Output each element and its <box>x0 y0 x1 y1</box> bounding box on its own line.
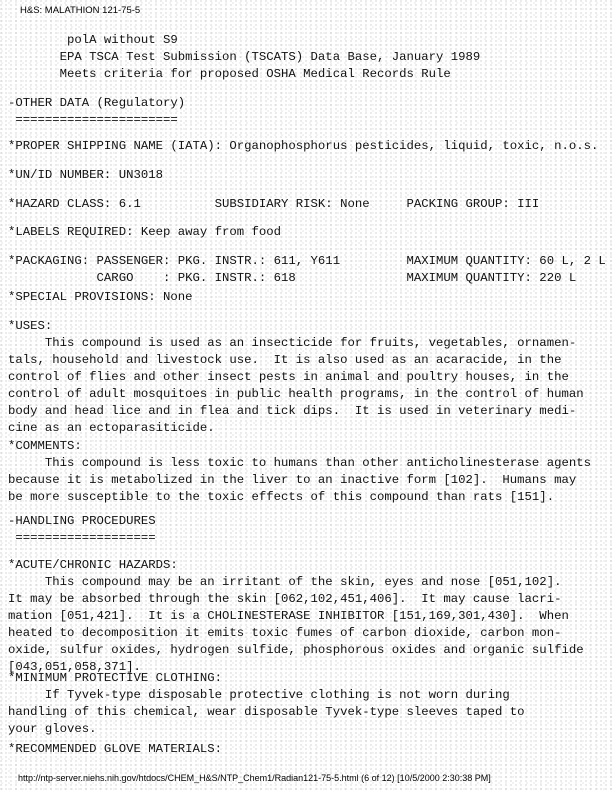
section-title: -OTHER DATA (Regulatory) <box>8 96 186 110</box>
paragraph-line: body and head lice and in flea and tick dips. It is used in veterinary medi- <box>8 404 577 418</box>
paragraph-line: oxide, sulfur oxides, hydrogen sulfide, phosphorous oxides and organic sulfide <box>8 643 584 657</box>
paragraph-line: handling of this chemical, wear disposable Tyvek-type sleeves taped to <box>8 705 525 719</box>
intro-block <box>8 32 480 83</box>
packaging <box>8 253 606 287</box>
protective-clothing-section <box>8 670 525 738</box>
page-header: H&S: MALATHION 121-75-5 <box>20 5 141 16</box>
section-title: *USES: <box>8 319 53 333</box>
page-footer-url: http://ntp-server.niehs.nih.gov/htdocs/CHEM_H&S/NTP_Chem1/Radian121-75-5.html (6 of 12) [10/5/2000 2:30:38 PM] <box>18 773 491 783</box>
paragraph-line: control of flies and other insect pests in animal and poultry houses, in the <box>8 370 569 384</box>
section-title: *ACUTE/CHRONIC HAZARDS: <box>8 558 178 572</box>
other-data-section <box>8 95 185 129</box>
intro-line: Meets criteria for proposed OSHA Medical Records Rule <box>8 67 451 81</box>
paragraph-line: tals, household and livestock use. It is also used as an acaracide, in the <box>8 353 562 367</box>
intro-line: EPA TSCA Test Submission (TSCATS) Data Base, January 1989 <box>8 50 481 64</box>
paragraph-line: This compound may be an irritant of the skin, eyes and nose [051,102]. <box>8 575 562 589</box>
special-provisions: *SPECIAL PROVISIONS: None <box>8 290 193 304</box>
paragraph-line: It may be absorbed through the skin [062,102,451,406]. It may cause lacri- <box>8 592 562 606</box>
section-underline: =================== <box>8 531 156 545</box>
hazard-class: *HAZARD CLASS: 6.1 SUBSIDIARY RISK: None PACKING GROUP: III <box>8 197 540 211</box>
section-underline: ====================== <box>8 113 178 127</box>
paragraph-line: your gloves. <box>8 722 97 736</box>
uses-section <box>8 318 584 437</box>
handling-section <box>8 513 156 547</box>
paragraph-line: [043,051,058,371]. <box>8 660 141 674</box>
intro-line: polA without S9 <box>8 33 178 47</box>
paragraph-line: be more susceptible to the toxic effects of this compound than rats [151]. <box>8 490 555 504</box>
paragraph-line: heated to decomposition it emits toxic fumes of carbon dioxide, carbon mon- <box>8 626 562 640</box>
paragraph-line: control of adult mosquitoes in public health programs, in the control of human <box>8 387 584 401</box>
paragraph-line: This compound is less toxic to humans than other anticholinesterase agents <box>8 456 591 470</box>
shipping-name: *PROPER SHIPPING NAME (IATA): Organophosphorus pesticides, liquid, toxic, n.o.s. <box>8 139 599 153</box>
un-id-number: *UN/ID NUMBER: UN3018 <box>8 168 163 182</box>
section-title: -HANDLING PROCEDURES <box>8 514 156 528</box>
section-title: *MINIMUM PROTECTIVE CLOTHING: <box>8 671 223 685</box>
comments-section <box>8 438 591 506</box>
acute-hazards-section <box>8 557 584 676</box>
paragraph-line: because it is metabolized in the liver to an inactive form [102]. Humans may <box>8 473 577 487</box>
section-title: *COMMENTS: <box>8 439 82 453</box>
paragraph-line: cine as an ectoparasiticide. <box>8 421 215 435</box>
paragraph-line: If Tyvek-type disposable protective clothing is not worn during <box>8 688 510 702</box>
paragraph-line: mation [051,421]. It is a CHOLINESTERASE INHIBITOR [151,169,301,430]. When <box>8 609 569 623</box>
paragraph-line: This compound is used as an insecticide for fruits, vegetables, ornamen- <box>8 336 577 350</box>
labels-required: *LABELS REQUIRED: Keep away from food <box>8 225 282 239</box>
glove-materials-title: *RECOMMENDED GLOVE MATERIALS: <box>8 742 223 756</box>
packaging-cargo: CARGO : PKG. INSTR.: 618 MAXIMUM QUANTITY: 220 L <box>8 271 577 285</box>
packaging-passenger: *PACKAGING: PASSENGER: PKG. INSTR.: 611, Y611 MAXIMUM QUANTITY: 60 L, 2 L <box>8 254 606 268</box>
